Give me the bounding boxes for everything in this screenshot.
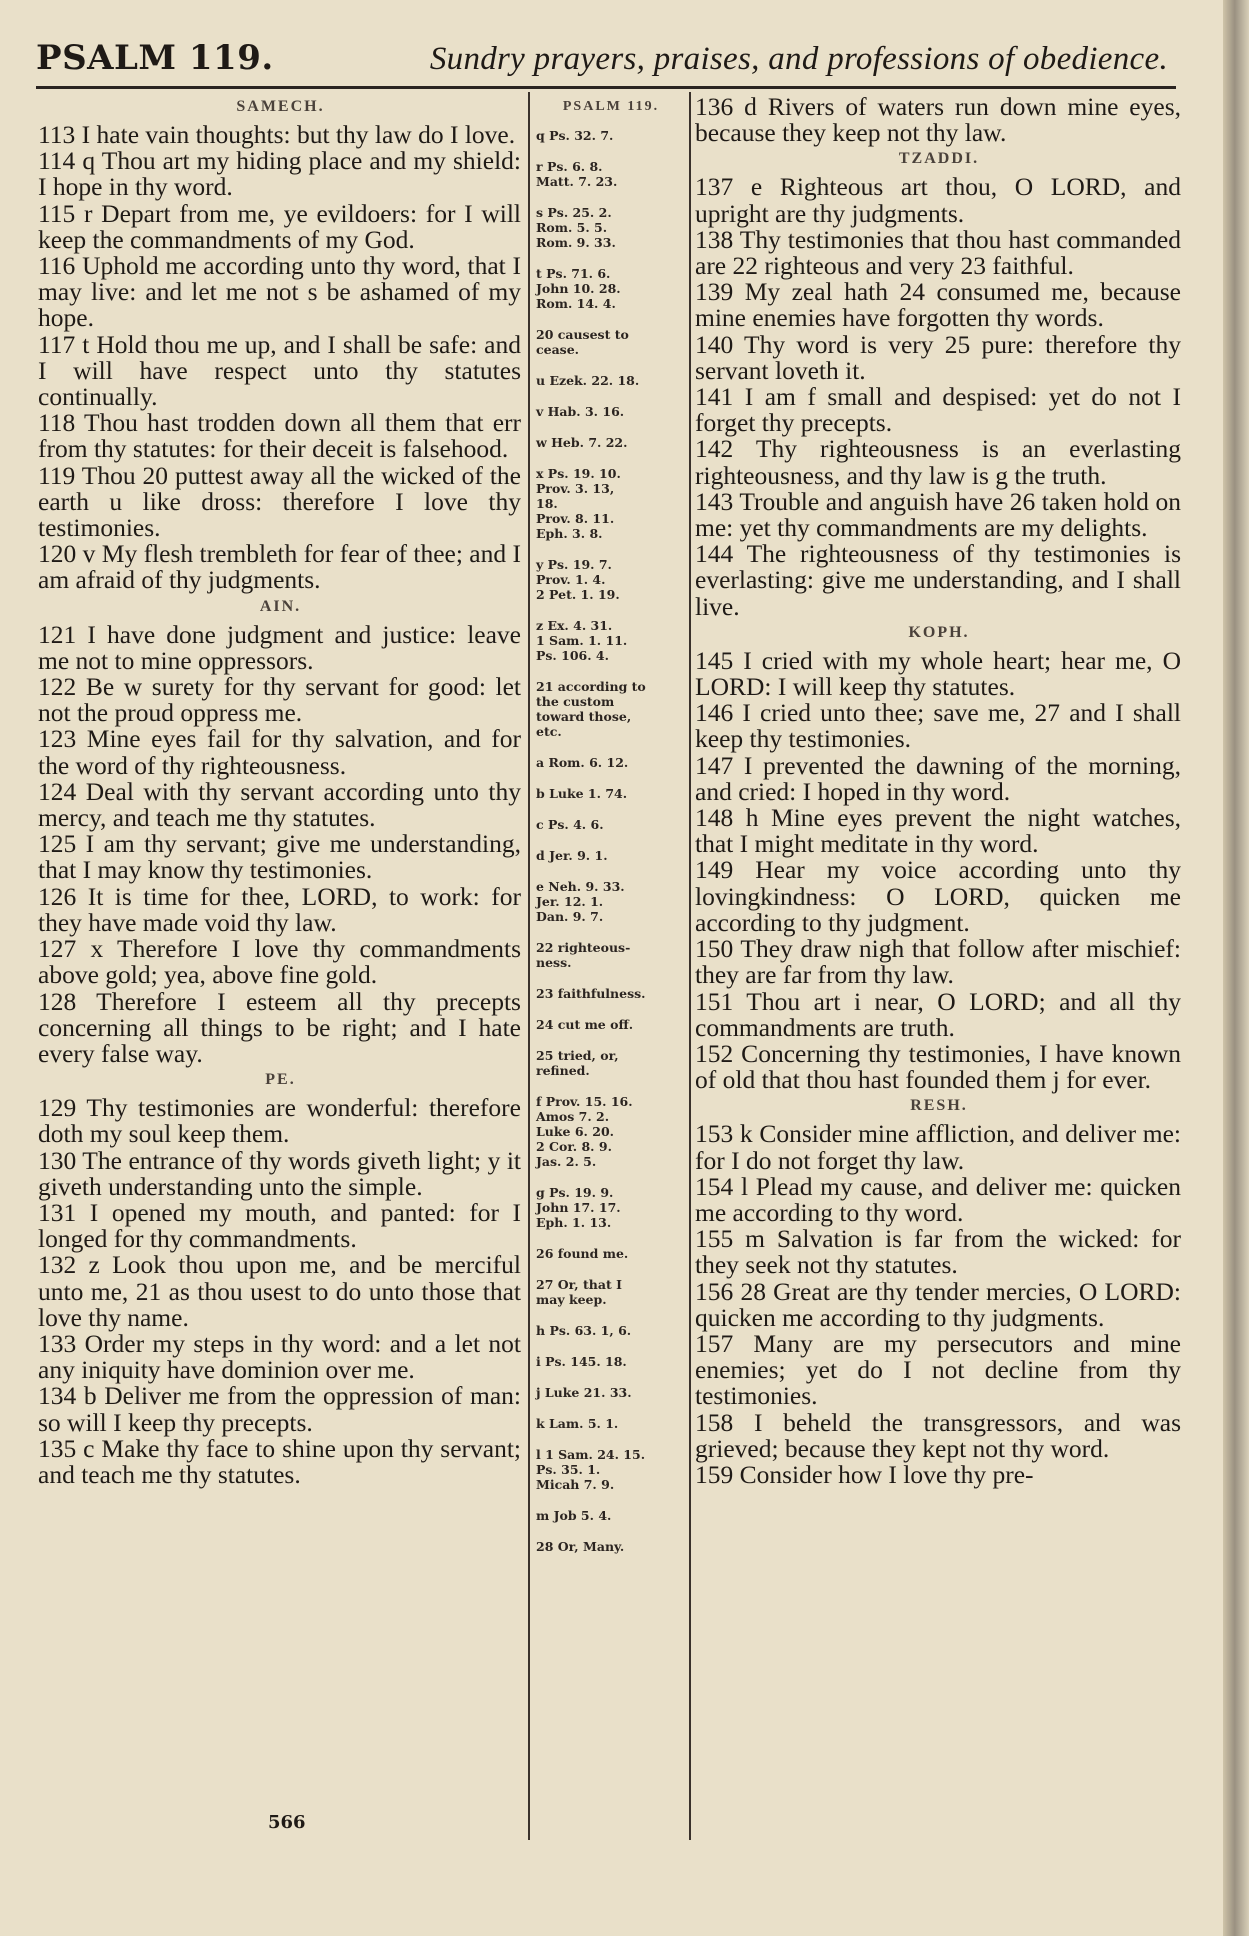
verse-144: 144 The righteousness of thy testimonies is everlasting: give me understanding, and I shall live.: [695, 539, 1181, 621]
page-number: 566: [268, 1812, 306, 1833]
reference-note: k Lam. 5. 1.: [536, 1416, 619, 1431]
verse-134: 134 b Deliver me from the oppression of man: so will I keep thy precepts.: [38, 1381, 521, 1437]
reference-note: f Prov. 15. 16. Amos 7. 2. Luke 6. 20. 2 Cor. 8. 9. Jas. 2. 5.: [536, 1094, 633, 1169]
verse-113: 113 I hate vain thoughts: but thy law do I love.: [38, 120, 516, 149]
reference-note: b Luke 1. 74.: [536, 786, 628, 801]
column-rule-left: [528, 92, 530, 1840]
verse-124: 124 Deal with thy servant according unto thy mercy, and teach me thy statutes.: [38, 776, 521, 833]
reference-note: 20 causest to cease.: [536, 327, 629, 357]
section-heading-tzaddi: TZADDI.: [898, 150, 980, 168]
verse-119: 119 Thou 20 puttest away all the wicked of the earth u like dross: therefore I love thy testimonies.: [38, 460, 521, 543]
running-subtitle: Sundry prayers, praises, and professions of obedience.: [429, 41, 1168, 77]
reference-note: g Ps. 19. 9. John 17. 17. Eph. 1. 13.: [536, 1185, 621, 1230]
reference-note: 28 Or, Many.: [536, 1539, 625, 1554]
verse-145: 145 I cried with my whole heart; hear me, O LORD: I will keep thy statutes.: [695, 645, 1181, 702]
reference-note: v Hab. 3. 16.: [536, 404, 625, 419]
reference-note: z Ex. 4. 31. 1 Sam. 1. 11. Ps. 106. 4.: [536, 618, 628, 663]
reference-note: x Ps. 19. 10. Prov. 3. 13, 18. Prov. 8. 11. Eph. 3. 8.: [536, 466, 621, 541]
running-title: PSALM 119.: [36, 38, 274, 78]
section-heading-resh: RESH.: [910, 1097, 968, 1115]
reference-note: 23 faithfulness.: [536, 986, 646, 1001]
verse-114: 114 q Thou art my hiding place and my shield: I hope in thy word.: [38, 146, 521, 202]
verse-125: 125 I am thy servant; give me understanding, that I may know thy testimonies.: [38, 829, 521, 885]
verse-132: 132 z Look thou upon me, and be merciful unto me, 21 as thou usest to do unto those that love thy name.: [38, 1250, 521, 1332]
reference-list: [536, 128, 686, 1570]
verse-151: 151 Thou art i near, O LORD; and all thy commandments are truth.: [695, 986, 1181, 1042]
verse-148: 148 h Mine eyes prevent the night watches, that I might meditate in thy word.: [695, 803, 1181, 859]
column-rule-right: [689, 92, 691, 1840]
verse-135: 135 c Make thy face to shine upon thy servant; and teach me thy statutes.: [38, 1433, 521, 1489]
verse-143: 143 Trouble and anguish have 26 taken hold on me: yet thy commandments are my delights.: [695, 486, 1181, 543]
reference-note: t Ps. 71. 6. John 10. 28. Rom. 14. 4.: [536, 266, 621, 311]
verse-137: 137 e Righteous art thou, O LORD, and upright are thy judgments.: [695, 172, 1181, 228]
verse-141: 141 I am f small and despised: yet do not I forget thy precepts.: [695, 382, 1181, 438]
verse-138: 138 Thy testimonies that thou hast commanded are 22 righteous and very 23 faithful.: [695, 224, 1181, 281]
verse-149: 149 Hear my voice according unto thy lovingkindness: O LORD, quicken me according to thy judgment.: [695, 855, 1181, 937]
verse-152: 152 Concerning thy testimonies, I have known of old that thou hast founded them j for ever.: [695, 1038, 1181, 1095]
reference-column-heading: PSALM 119.: [562, 99, 660, 114]
verse-120: 120 v My flesh trembleth for fear of thee; and I am afraid of thy judgments.: [38, 539, 521, 595]
verse-140: 140 Thy word is very 25 pure: therefore thy servant loveth it.: [695, 329, 1181, 385]
reference-note: s Ps. 25. 2. Rom. 5. 5. Rom. 9. 33.: [536, 205, 616, 250]
verse-158: 158 I beheld the transgressors, and was grieved; because they kept not thy word.: [695, 1407, 1181, 1463]
reference-note: a Rom. 6. 12.: [536, 755, 629, 770]
verse-146: 146 I cried unto thee; save me, 27 and I shall keep thy testimonies.: [695, 698, 1181, 754]
reference-note: u Ezek. 22. 18.: [536, 373, 640, 388]
verse-117: 117 t Hold thou me up, and I shall be safe: and I will have respect unto thy statutes continually.: [38, 329, 521, 412]
reference-note: 22 righteous- ness.: [536, 940, 631, 970]
reference-note: c Ps. 4. 6.: [536, 817, 604, 832]
reference-note: l 1 Sam. 24. 15. Ps. 35. 1. Micah 7. 9.: [536, 1447, 646, 1492]
section-heading-ain: AIN.: [259, 597, 302, 615]
right-column: [695, 94, 1183, 1488]
reference-note: j Luke 21. 33.: [536, 1385, 632, 1400]
verse-157: 157 Many are my persecutors and mine enemies; yet do I not decline from thy testimonies.: [695, 1328, 1181, 1411]
reference-note: d Jer. 9. 1.: [536, 848, 608, 863]
verse-123: 123 Mine eyes fail for thy salvation, and for the word of thy righteousness.: [38, 724, 521, 780]
section-heading-pe: PE.: [265, 1071, 296, 1089]
reference-note: h Ps. 63. 1, 6.: [536, 1323, 632, 1338]
verse-147: 147 I prevented the dawning of the morning, and cried: I hoped in thy word.: [695, 750, 1181, 806]
verse-156: 156 28 Great are thy tender mercies, O LORD: quicken me according to thy judgments.: [695, 1276, 1181, 1332]
section-heading-samech: SAMECH.: [236, 98, 325, 115]
verse-130: 130 The entrance of thy words giveth light; y it giveth understanding unto the simple.: [38, 1145, 521, 1201]
verse-139: 139 My zeal hath 24 consumed me, because mine enemies have forgotten thy words.: [695, 277, 1181, 333]
verse-159: 159 Consider how I love thy pre-: [695, 1459, 1034, 1489]
verse-121: 121 I have done judgment and justice: leave me not to mine oppressors.: [38, 619, 521, 675]
verse-118: 118 Thou hast trodden down all them that err from thy statutes: for their deceit is falsehood.: [38, 408, 521, 464]
verse-142: 142 Thy righteousness is an everlasting righteousness, and thy law is g the truth.: [695, 434, 1181, 490]
reference-note: 25 tried, or, refined.: [536, 1048, 619, 1078]
verse-150: 150 They draw nigh that follow after mischief: they are far from thy law.: [695, 934, 1181, 990]
verse-128: 128 Therefore I esteem all thy precepts concerning all things to be right; and I hate every false way.: [38, 986, 521, 1068]
verse-126: 126 It is time for thee, LORD, to work: for they have made void thy law.: [38, 881, 521, 937]
page-header: [36, 38, 1168, 86]
reference-note: r Ps. 6. 8. Matt. 7. 23.: [536, 159, 618, 189]
verse-115: 115 r Depart from me, ye evildoers: for I will keep the commandments of my God.: [38, 198, 521, 254]
reference-note: e Neh. 9. 33. Jer. 12. 1. Dan. 9. 7.: [536, 879, 625, 924]
verse-122: 122 Be w surety for thy servant for good: let not the proud oppress me.: [38, 672, 521, 728]
header-rule: [36, 86, 1176, 89]
verse-133: 133 Order my steps in thy word: and a let not any iniquity have dominion over me.: [38, 1328, 521, 1385]
reference-note: i Ps. 145. 18.: [536, 1354, 627, 1369]
reference-note: 24 cut me off.: [536, 1017, 634, 1032]
reference-column: [536, 94, 686, 1570]
reference-note: w Heb. 7. 22.: [536, 435, 628, 450]
verse-155: 155 m Salvation is far from the wicked: for they seek not thy statutes.: [695, 1224, 1181, 1280]
verse-154: 154 l Plead my cause, and deliver me: quicken me according to thy word.: [695, 1171, 1181, 1227]
verse-127: 127 x Therefore I love thy commandments above gold; yea, above fine gold.: [38, 934, 521, 990]
verse-136: 136 d Rivers of waters run down mine eyes, because they keep not thy law.: [695, 92, 1181, 148]
left-column: [38, 94, 523, 1488]
reference-note: 26 found me.: [536, 1246, 629, 1261]
section-heading-koph: KOPH.: [908, 623, 970, 641]
verse-153: 153 k Consider mine affliction, and deliver me: for I do not forget thy law.: [695, 1119, 1181, 1175]
reference-note: y Ps. 19. 7. Prov. 1. 4. 2 Pet. 1. 19.: [536, 557, 620, 602]
reference-note: m Job 5. 4.: [536, 1508, 612, 1523]
verse-129: 129 Thy testimonies are wonderful: therefore doth my soul keep them.: [38, 1093, 521, 1149]
reference-note: q Ps. 32. 7.: [536, 128, 614, 143]
page-edge: [1223, 0, 1249, 1936]
reference-note: 27 Or, that I may keep.: [536, 1277, 622, 1307]
reference-note: 21 according to the custom toward those, etc.: [536, 679, 646, 739]
verse-116: 116 Uphold me according unto thy word, that I may live: and let me not s be ashamed of my hope.: [38, 251, 521, 333]
verse-131: 131 I opened my mouth, and panted: for I longed for thy commandments.: [38, 1197, 521, 1254]
